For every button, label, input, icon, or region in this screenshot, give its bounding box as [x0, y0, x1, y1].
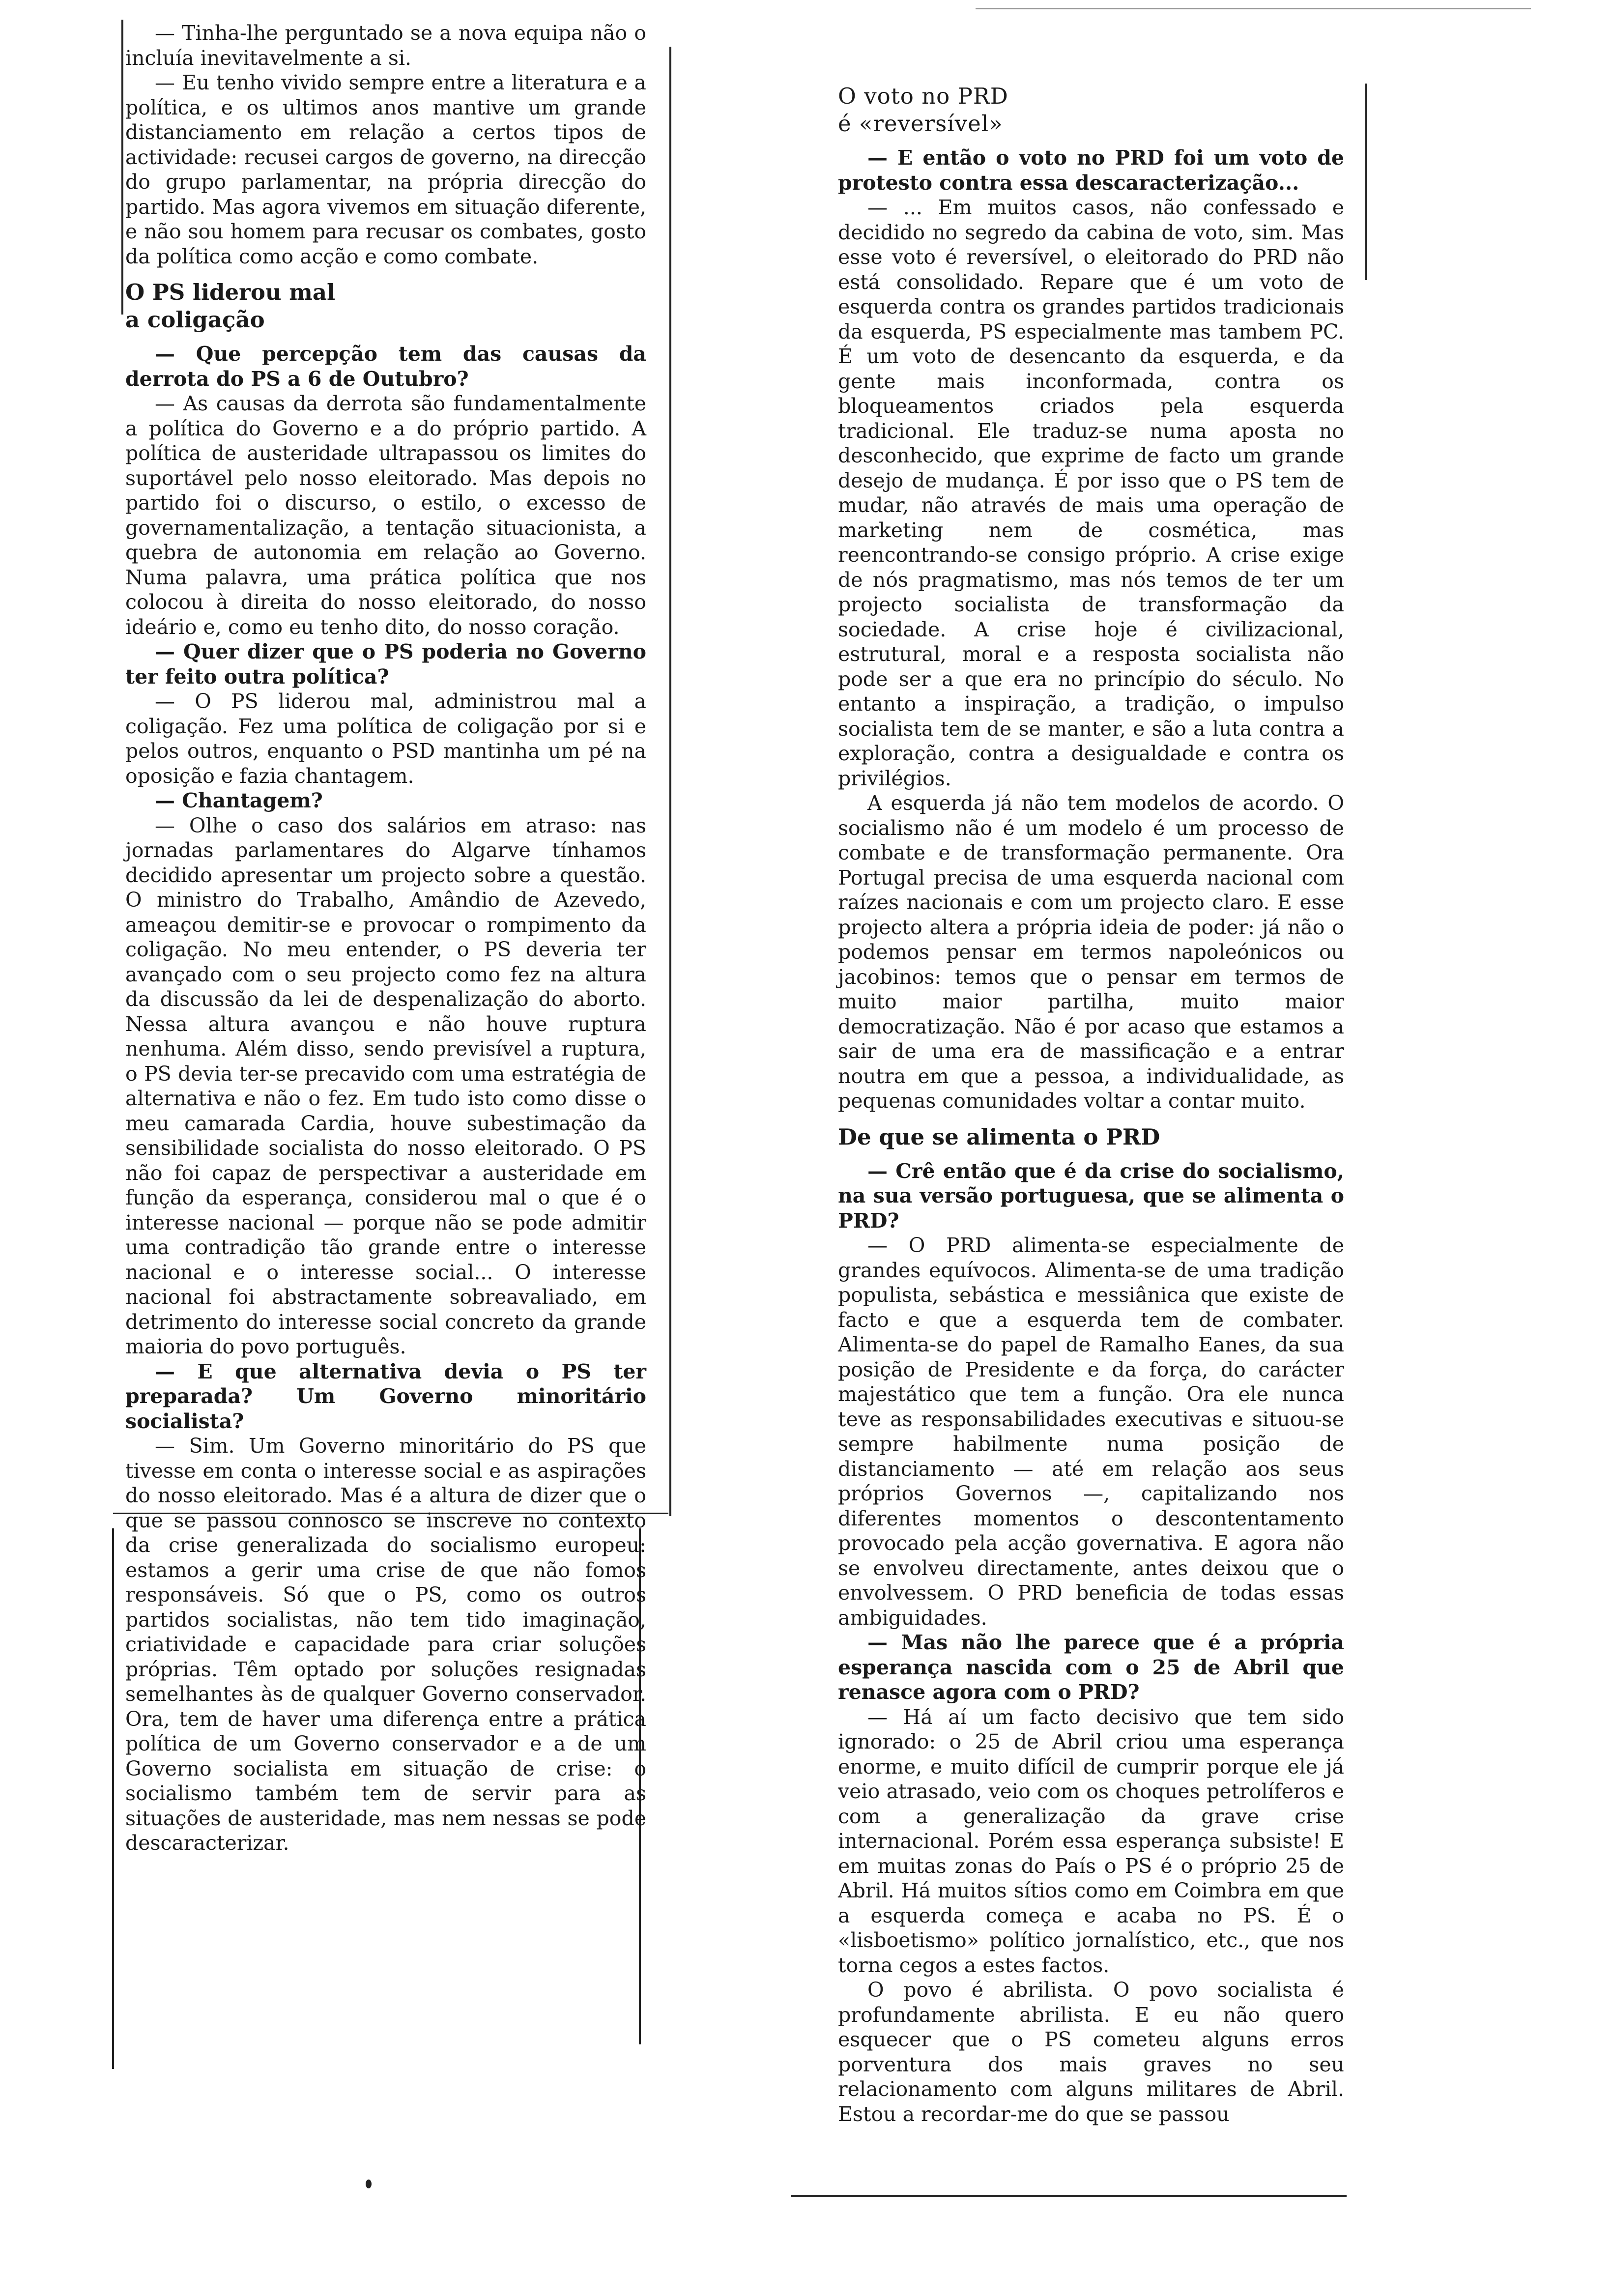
right-column — [838, 73, 1344, 2126]
question-voto-protesto: — E então o voto no PRD foi um voto de protesto contra essa descaracterização... — [838, 146, 1344, 195]
answer-esquerda-modelos: A esquerda já não tem modelos de acordo. O socialismo não é um modelo é um processo de combate e de transformação permanente. Ora Portugal precisa de uma esquerda nacional com raízes nacionais e com um projecto claro. E esse projecto altera a própria ideia de poder: já não o podemos pensar em termos napoleónicos ou jacobinos: temos que o pensar em termos de muito maior partilha, muito maior democratização. Não é por acaso que estamos a sair de uma era de massificação e a entrar noutra em que a pessoa, a individualidade, as pequenas comunidades voltar a contar muito. — [838, 791, 1344, 1113]
right-column-rule — [1365, 84, 1367, 280]
answer-crise-socialismo: — O PRD alimenta-se especialmente de grandes equívocos. Alimenta-se de uma tradição populista, sebástica e messiânica que existe de facto e que a esquerda tem de combater. Alimenta-se do papel de Ramalho Eanes, da sua posição de Presidente e da força, do carácter majestático que tem a função. Ora ele nunca teve as responsabilidades executivas e situou-se sempre habilmente numa posição de distanciamento — até em relação aos seus próprios Governos —, capitalizando nos diferentes momentos o descontentamento provocado pela acção governativa. E agora não se envolveu directamente, antes deixou que o envolvessem. O PRD beneficia de todas essas ambiguidades. — [838, 1234, 1344, 1630]
left-column-rule-top — [121, 20, 123, 315]
question-esperanca-abril: — Mas não lhe parece que é a própria esperança nascida com o 25 de Abril que renasce agora com o PRD? — [838, 1631, 1344, 1704]
left-column — [125, 21, 646, 1856]
left-column-rule-lower — [112, 1528, 114, 2069]
question-outra-politica: — Quer dizer que o PS poderia no Governo ter feito outra política? — [125, 640, 646, 689]
intro-answer: — Eu tenho vivido sempre entre a literatura e a política, e os ultimos anos mantive um grande distanciamento em relação a certos tipos de actividade: recusei cargos de governo, na direcção do grupo parlamentar, na própria direcção do partido. Mas agora vivemos em situação diferente, e não sou homem para recusar os combates, gosto da política como acção e como combate. — [125, 71, 646, 268]
bottom-rule — [791, 2195, 1347, 2197]
question-chantagem: — Chantagem? — [155, 789, 323, 812]
question-alternativa: — E que alternativa devia o PS ter preparada? Um Governo minoritário socialista? — [125, 1359, 646, 1433]
section-heading-coligacao: O PS liderou mal a coligação — [125, 279, 336, 333]
answer-outra-politica: — O PS liderou mal, administrou mal a coligação. Fez uma política de coligação por si e pelos outros, enquanto o PSD mantinha um pé na oposição e fazia chantagem. — [125, 689, 646, 788]
answer-povo-abrilista: O povo é abrilista. O povo socialista é profundamente abrilista. E eu não quero esquecer que o PS cometeu alguns erros porventura dos mais graves no seu relacionamento com alguns militares de Abril. Estou a recordar-me do que se passou — [838, 1978, 1344, 2126]
section-heading-alimenta-prd: De que se alimenta o PRD — [838, 1123, 1160, 1150]
ink-speck — [366, 2180, 372, 2188]
left-column-rule-right — [669, 47, 671, 1516]
top-right-rule — [976, 8, 1531, 9]
answer-chantagem: — Olhe o caso dos salários em atraso: nas jornadas parlamentares do Algarve tínhamos decidido apresentar um projecto sobre a questão. O ministro do Trabalho, Amândio de Azevedo, ameaçou demitir-se e provocar o rompimento da coligação. No meu entender, o PS deveria ter avançado com o seu projecto como fez na altura da discussão da lei de despenalização do aborto. Nessa altura avançou e não houve ruptura nenhuma. Além disso, sendo previsível a ruptura, o PS devia ter-se precavido com uma estratégia de alternativa e não o fez. Em tudo isto como disse o meu camarada Cardia, houve subestimação da sensibilidade socialista do nosso eleitorado. O PS não foi capaz de perspectivar a austeridade em função da esperança, considerou mal o que é o interesse nacional — porque não se pode admitir uma contradição tão grande entre o interesse nacional e o interesse social... O interesse nacional foi abstractamente sobreavaliado, em detrimento do interesse social concreto da grande maioria do povo português. — [125, 813, 646, 1358]
answer-alternativa: — Sim. Um Governo minoritário do PS que tivesse em conta o interesse social e as aspirações do nosso eleitorado. Mas é a altura de dizer que o que se passou connosco se inscreve no contexto da crise generalizada do socialismo europeu: estamos a gerir uma crise de que não fomos responsáveis. Só que o PS, como os outros partidos socialistas, não tem tido imaginação, criatividade e capacidade para criar soluções próprias. Têm optado por soluções resignadas semelhantes às de qualquer Governo conservador. Ora, tem de haver uma diferença entre a prática política de um Governo conservador e a de um Governo socialista em situação de crise: o socialismo também tem de servir para as situações de austeridade, mas nem nessas se pode descaracterizar. — [125, 1434, 646, 1855]
answer-derrota: — As causas da derrota são fundamentalmente a política do Governo e a do próprio partido. A política de austeridade ultrapassou os limites do suportável pelo nosso eleitorado. Mas depois no partido foi o discurso, o estilo, o excesso de governamentalização, a tentação situacionista, a quebra de autonomia em relação ao Governo. Numa palavra, uma prática política que nos colocou à direita do nosso eleitorado, do nosso ideário e, como eu tenho dito, do nosso coração. — [125, 392, 646, 639]
question-derrota: — Que percepção tem das causas da derrota do PS a 6 de Outubro? — [125, 342, 646, 391]
answer-esperanca-abril: — Há aí um facto decisivo que tem sido ignorado: o 25 de Abril criou uma esperança enorme, e muito difícil de cumprir porque ele já veio atrasado, veio com os choques petrolíferos e com a generalização da grave crise internacional. Porém essa esperança subsiste! E em muitas zonas do País o PS é o próprio 25 de Abril. Há muitos sítios como em Coimbra em que a esquerda começa e acaba no PS. É o «lisboetismo» político jornalístico, etc., que nos torna cegos a estes factos. — [838, 1705, 1344, 1977]
intro-question: — Tinha-lhe perguntado se a nova equipa não o incluía inevitavelmente a si. — [125, 21, 646, 70]
answer-voto-protesto: — ... Em muitos casos, não confessado e decidido no segredo da cabina de voto, sim. Mas esse voto é reversível, o eleitorado do PRD não está consolidado. Repare que é um voto de esquerda contra os grandes partidos tradicionais da esquerda, PS especialmente mas tambem PC. É um voto de desencanto da esquerda, e da gente mais inconformada, contra os bloqueamentos criados pela esquerda tradicional. Ele traduz-se numa aposta no desconhecido, que exprime de facto um grande desejo de mudança. É por isso que o PS tem de mudar, não através de mais uma operação de marketing nem de cosmética, mas reencontrando-se consigo próprio. A crise exige de nós pragmatismo, mas nós temos de ter um projecto socialista de transformação da sociedade. A crise hoje é civilizacional, estrutural, moral e a resposta socialista não pode ser a que era no princípio do século. No entanto a inspiração, a tradição, o impulso socialista tem de se manter, e são a luta contra a exploração, contra a desigualdade e contra os privilégios. — [838, 196, 1344, 790]
question-crise-socialismo: — Crê então que é da crise do socialismo, na sua versão portuguesa, que se alimenta o PRD? — [838, 1159, 1344, 1233]
section-heading-voto-prd: O voto no PRD é «reversível» — [838, 83, 1008, 137]
